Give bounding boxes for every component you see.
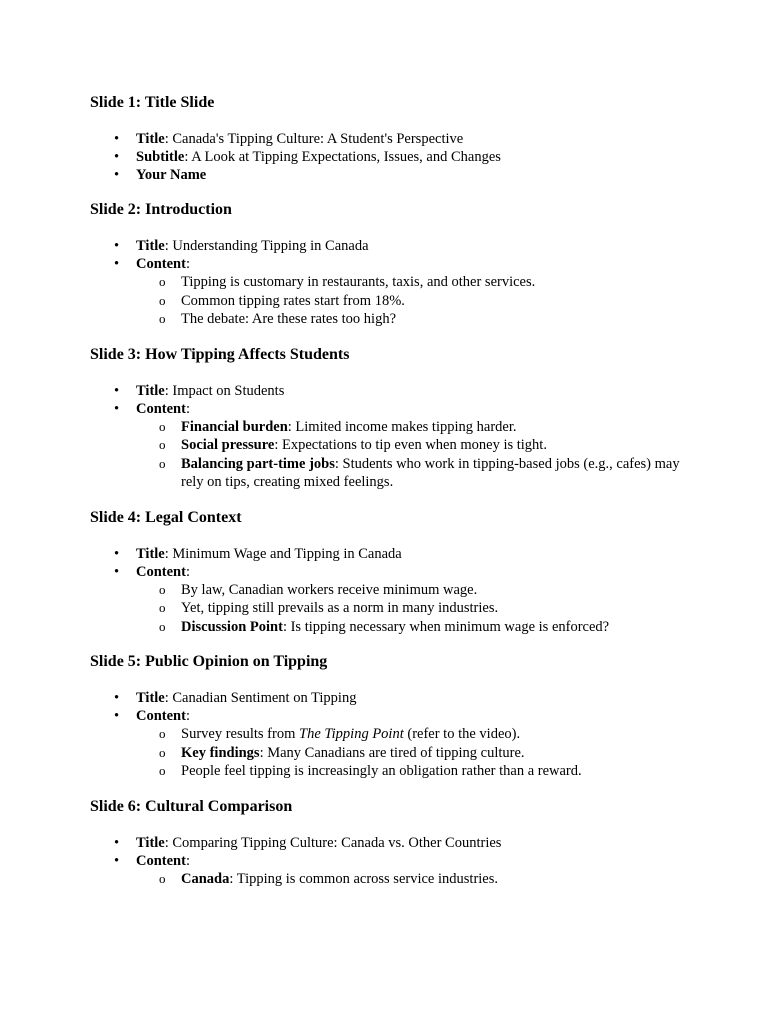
bullet-text: : Comparing Tipping Culture: Canada vs. Other Countries bbox=[164, 834, 502, 851]
bullet-text: : A Look at Tipping Expectations, Issues, and Changes bbox=[184, 149, 501, 165]
sub-label: Key findings bbox=[181, 744, 260, 761]
sub-label: Social pressure bbox=[181, 437, 275, 453]
sub-item bbox=[136, 599, 700, 618]
sub-text-pre: Survey results from bbox=[181, 726, 299, 742]
sub-list bbox=[136, 581, 700, 637]
bullet-text: : Canada's Tipping Culture: A Student's Perspective bbox=[164, 131, 464, 147]
slide-5-section bbox=[90, 651, 700, 781]
bullet-text: : Canadian Sentiment on Tipping bbox=[164, 690, 357, 706]
bullet-label: Title bbox=[136, 238, 165, 254]
bullet-label: Content bbox=[136, 256, 186, 272]
sub-item bbox=[136, 273, 700, 292]
slide-6-section bbox=[90, 796, 700, 889]
sub-item bbox=[136, 292, 700, 311]
sub-item bbox=[136, 762, 700, 781]
bullet-text: : Impact on Students bbox=[164, 382, 285, 399]
sub-text-post: (refer to the video). bbox=[403, 726, 521, 742]
bullet-label: Content bbox=[136, 400, 186, 417]
bullet-text: : bbox=[185, 852, 190, 869]
bullet-label: Title bbox=[136, 131, 165, 147]
bullet-text: : bbox=[185, 708, 190, 724]
bullet-list bbox=[90, 237, 700, 329]
bullet-item bbox=[90, 237, 700, 255]
bullet-text: : bbox=[185, 563, 190, 580]
sub-text: By law, Canadian workers receive minimum wage. bbox=[181, 581, 478, 598]
bullet-text: : bbox=[185, 400, 190, 417]
sub-item bbox=[136, 744, 700, 763]
sub-text: : Limited income makes tipping harder. bbox=[287, 418, 517, 435]
sub-label: Canada bbox=[181, 870, 230, 887]
sub-item bbox=[136, 455, 700, 492]
slide-heading: Slide 3: How Tipping Affects Students bbox=[90, 345, 350, 363]
bullet-item bbox=[90, 166, 700, 184]
bullet-label: Subtitle bbox=[136, 149, 185, 165]
bullet-list bbox=[90, 834, 700, 889]
bullet-text: : bbox=[185, 256, 190, 272]
sub-list bbox=[136, 725, 700, 781]
bullet-label: Your Name bbox=[136, 167, 207, 183]
bullet-label: Content bbox=[136, 708, 186, 724]
sub-item bbox=[136, 581, 700, 600]
slide-4-section bbox=[90, 507, 700, 637]
sub-list bbox=[136, 870, 700, 889]
slide-heading: Slide 2: Introduction bbox=[90, 201, 232, 218]
sub-label: Balancing part-time jobs bbox=[181, 455, 335, 472]
slide-2-section bbox=[90, 199, 700, 329]
bullet-item bbox=[90, 255, 700, 329]
video-title: The Tipping Point bbox=[299, 726, 404, 742]
bullet-item bbox=[90, 852, 700, 889]
bullet-list bbox=[90, 130, 700, 184]
sub-text: People feel tipping is increasingly an obligation rather than a reward. bbox=[181, 763, 582, 779]
sub-item bbox=[136, 870, 700, 889]
slide-heading: Slide 5: Public Opinion on Tipping bbox=[90, 653, 328, 670]
bullet-item bbox=[90, 545, 700, 563]
bullet-item bbox=[90, 834, 700, 852]
slide-heading: Slide 1: Title Slide bbox=[90, 94, 215, 111]
bullet-label: Title bbox=[136, 690, 165, 706]
bullet-list bbox=[90, 545, 700, 637]
sub-item bbox=[136, 618, 700, 637]
sub-list bbox=[136, 418, 700, 492]
sub-text: : Is tipping necessary when minimum wage is enforced? bbox=[282, 618, 610, 635]
bullet-text: : Understanding Tipping in Canada bbox=[164, 238, 369, 254]
sub-text: : Many Canadians are tired of tipping culture. bbox=[259, 744, 525, 761]
sub-list bbox=[136, 273, 700, 329]
sub-label: Financial burden bbox=[181, 418, 288, 435]
sub-item bbox=[136, 725, 700, 744]
sub-text: : Expectations to tip even when money is tight. bbox=[274, 437, 547, 453]
slide-1-section bbox=[90, 92, 700, 184]
bullet-item bbox=[90, 400, 700, 492]
bullet-item bbox=[90, 563, 700, 637]
bullet-list bbox=[90, 382, 700, 492]
bullet-label: Content bbox=[136, 852, 186, 869]
bullet-list bbox=[90, 689, 700, 781]
bullet-item bbox=[90, 689, 700, 707]
sub-item bbox=[136, 418, 700, 437]
bullet-label: Title bbox=[136, 382, 165, 399]
bullet-item bbox=[90, 130, 700, 148]
bullet-label: Title bbox=[136, 545, 165, 562]
bullet-item bbox=[90, 148, 700, 166]
sub-text: Common tipping rates start from 18%. bbox=[181, 292, 405, 309]
sub-text: : Tipping is common across service industries. bbox=[229, 870, 498, 887]
slide-heading: Slide 6: Cultural Comparison bbox=[90, 797, 293, 815]
sub-item bbox=[136, 310, 700, 329]
bullet-label: Title bbox=[136, 834, 165, 851]
bullet-label: Content bbox=[136, 563, 186, 580]
slide-heading: Slide 4: Legal Context bbox=[90, 508, 242, 526]
slide-3-section bbox=[90, 344, 700, 492]
sub-text: Yet, tipping still prevails as a norm in many industries. bbox=[181, 600, 499, 616]
sub-item bbox=[136, 436, 700, 455]
document-content bbox=[90, 92, 700, 903]
bullet-text: : Minimum Wage and Tipping in Canada bbox=[164, 545, 402, 562]
sub-label: Discussion Point bbox=[181, 618, 283, 635]
bullet-item bbox=[90, 707, 700, 781]
sub-text: : Students who work in tipping-based jobs (e.g., cafes) may rely on tips, creating mixed feelings. bbox=[181, 455, 680, 490]
sub-text: Tipping is customary in restaurants, taxis, and other services. bbox=[181, 274, 536, 290]
sub-text: The debate: Are these rates too high? bbox=[181, 311, 397, 327]
bullet-item bbox=[90, 382, 700, 400]
